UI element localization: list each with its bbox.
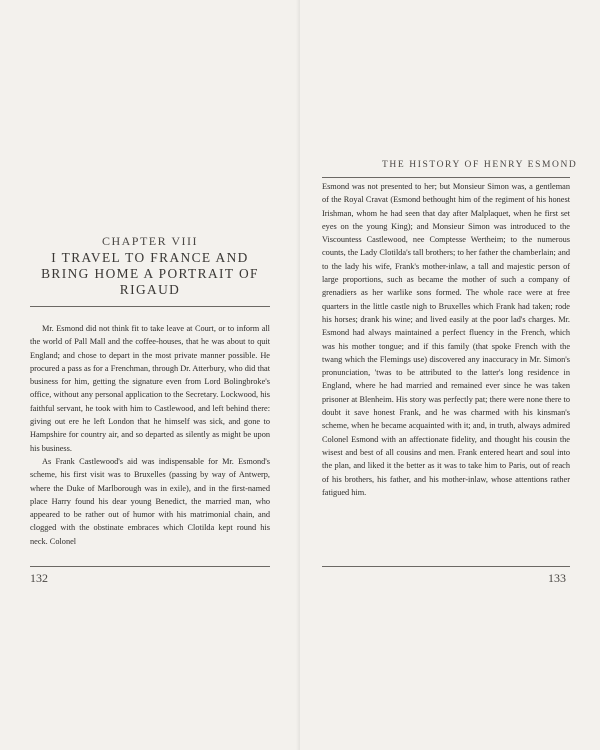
right-folio: 133 [548, 571, 566, 585]
chapter-title: I TRAVEL TO FRANCE AND BRING HOME A PORTRAIT OF RIGAUD [41, 250, 259, 297]
right-footer-rule [322, 566, 570, 567]
right-page [300, 0, 600, 750]
left-body-text [30, 322, 270, 548]
right-paragraph-1: Esmond was not presented to her; but Monsieur Simon was, a gentleman of the Royal Cravat (Esmond bethought him of the regiment of his honest Irishman, whom he had seen that day after Malplaquet, when he first set eyes on the young King); and Monsieur Simon was introduced to the Viscountess Castlewood, nee Comptesse Wertheim; to the numerous counts, the Lady Clotilda's tall brothers; to her father the chamberlain; and to the lady his wife, Frank's mother-inlaw, a tall and majestic person of large proportions, such as became the mother of such a company of grenadiers as her warlike sons formed. The whole race were at free quarters in the little castle nigh to Bruxelles which Frank had taken; rode his horses; drank his wine; and lived easily at the poor lad's charges. Mr. Esmond had always maintained a perfect fluency in the French, which was his mother tongue; and if this family (that spoke French with the twang which the Flemings use) discovered any inaccuracy in Mr. Simon's pronunciation, 'twas to be attributed to the latter's long residence in England, where he had married and remained ever since he was taken prisoner at Blenheim. His story was perfectly pat; there were none there to doubt it save honest Frank, and he was charmed with his kinsman's scheme, when he became acquainted with it; and, in truth, always admired Colonel Esmond with an affectionate fidelity, and thought his cousin the wisest and best of all cousins and men. Frank entered heart and soul into the plan, and liked it the better as it was to take him to Paris, out of reach of his brothers, his father, and his mother-inlaw, whose attentions rather fatigued him. [322, 182, 570, 497]
right-body-text [322, 180, 570, 499]
running-head: THE HISTORY OF HENRY ESMOND [382, 160, 578, 170]
chapter-rule [30, 306, 270, 307]
header-rule [322, 177, 570, 178]
chapter-label: CHAPTER VIII [101, 234, 199, 248]
left-footer-rule [30, 566, 270, 567]
left-paragraph-2: As Frank Castlewood's aid was indispensable for Mr. Esmond's scheme, his first visit was to Bruxelles (passing by way of Antwerp, where the Duke of Marlborough was in exile), and in the first-named place Harry found his dear young Benedict, the married man, who appeared to be rather out of humor with his matrimonial chain, and clogged with the obstinate embraces which Clotilda kept round his neck. Colonel [30, 456, 270, 546]
left-paragraph-1: Mr. Esmond did not think fit to take leave at Court, or to inform all the world of Pall Mall and the coffee-houses, that he was about to quit England; and chose to depart in the most private manner possible. He procured a pass as for a Frenchman, through Dr. Atterbury, who did that business for him, getting the signature even from Lord Bolingbroke's office, without any personal application to the Secretary. Lockwood, his faithful servant, he took with him to Castlewood, and left behind there: giving out ere he left London that he himself was sick, and gone to Hampshire for country air, and so departed as silently as might be upon his business. [30, 324, 270, 453]
left-folio: 132 [30, 571, 48, 585]
